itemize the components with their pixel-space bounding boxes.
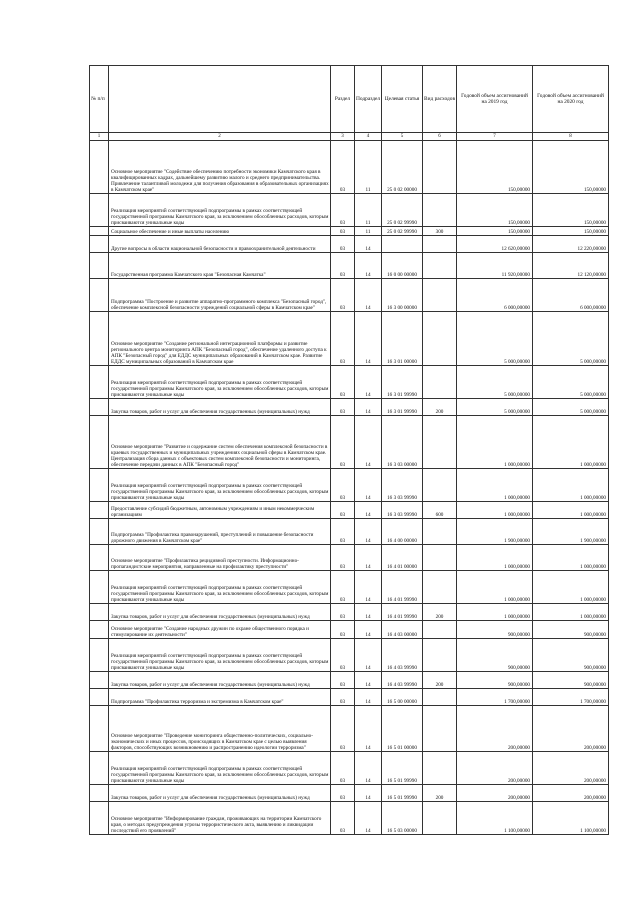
vr-cell: [423, 689, 457, 706]
razdel-cell: 03: [331, 366, 355, 399]
podrazdel-cell: 14: [355, 672, 382, 689]
table-row: [90, 194, 609, 227]
vr-cell: [423, 141, 457, 194]
amount-2019-cell: 1 100,00000: [457, 802, 533, 835]
amount-2019-cell: 12 620,00000: [457, 236, 533, 253]
amount-2020-cell: 5 000,00000: [533, 312, 609, 366]
amount-2020-cell: 1 000,00000: [533, 416, 609, 469]
vr-cell: [423, 312, 457, 366]
budget-table-sheet: [89, 65, 608, 835]
amount-2020-cell: 6 000,00000: [533, 279, 609, 312]
razdel-cell: 03: [331, 141, 355, 194]
amount-2019-cell: 5 000,00000: [457, 366, 533, 399]
table-row: [90, 279, 609, 312]
razdel-cell: 03: [331, 639, 355, 672]
header-row: [90, 66, 609, 133]
amount-2019-cell: 150,00000: [457, 227, 533, 236]
csr-cell: 16 5 00 00000: [382, 689, 423, 706]
podrazdel-cell: 14: [355, 236, 382, 253]
row-name: Подпрограмма "Профилактика правонарушений, преступлений и повышение безопасности дорожного движения в Камчатском крае": [109, 519, 331, 545]
csr-cell: 16 5 03 00000: [382, 802, 423, 835]
csr-cell: 16 3 01 99990: [382, 399, 423, 416]
row-name: Основное мероприятие "Содействие обеспечению потребности экономики Камчатского края в квалифицированных кадрах, дальнейшему развитию малого и среднего предпринимательства. Привлечение талантливой молодежи для получения образования в образовательных организациях в Камчатском крае": [109, 141, 331, 194]
razdel-cell: 03: [331, 545, 355, 571]
row-name: Социальное обеспечение и иные выплаты населению: [109, 227, 331, 236]
row-name: Предоставление субсидий бюджетным, автономным учреждениям и иным некоммерческим организациям: [109, 502, 331, 519]
row-name: Другие вопросы в области национальной безопасности и правоохранительной деятельности: [109, 236, 331, 253]
table-row: [90, 752, 609, 785]
row-name: Основное мероприятие "Создание региональной интеграционной платформы и развитие регионального центра мониторинга АПК "Безопасный город", обеспечение удаленного доступа к АПК "Безопасный город" для ЕДДС муниципальных образований в Камчатском крае. Развитие ЕДДС муниципальных образований в Камчатском крае: [109, 312, 331, 366]
num-cell: [90, 672, 109, 689]
header-razdel: Раздел: [331, 66, 355, 133]
podrazdel-cell: 11: [355, 227, 382, 236]
razdel-cell: 03: [331, 621, 355, 639]
vr-cell: [423, 621, 457, 639]
razdel-cell: 03: [331, 785, 355, 802]
row-name: Государственная программа Камчатского края "Безопасная Камчатка": [109, 253, 331, 279]
amount-2019-cell: 11 920,00000: [457, 253, 533, 279]
row-name: Реализация мероприятий соответствующей подпрограммы в рамках соответствующей государственной программы Камчатского края, за исключением обособленных расходов, которым присваиваются уникальные коды: [109, 752, 331, 785]
podrazdel-cell: 14: [355, 545, 382, 571]
amount-2019-cell: 5 000,00000: [457, 399, 533, 416]
num-cell: [90, 469, 109, 502]
table-row: [90, 706, 609, 752]
csr-cell: 16 4 00 00000: [382, 519, 423, 545]
podrazdel-cell: 14: [355, 312, 382, 366]
vr-cell: [423, 519, 457, 545]
podrazdel-cell: 14: [355, 366, 382, 399]
vr-cell: [423, 279, 457, 312]
row-name: Основное мероприятие "Информирование граждан, проживающих на территории Камчатского края, о методах предупреждения угрозы террористического акта, выявлению и ликвидации последствий его проявлений": [109, 802, 331, 835]
row-name: Закупка товаров, работ и услуг для обеспечения государственных (муниципальных) нужд: [109, 785, 331, 802]
num-cell: [90, 571, 109, 604]
column-number: 6: [423, 133, 457, 141]
amount-2019-cell: 1 900,00000: [457, 519, 533, 545]
podrazdel-cell: 14: [355, 785, 382, 802]
table-row: [90, 802, 609, 835]
razdel-cell: 03: [331, 706, 355, 752]
table-row: [90, 366, 609, 399]
amount-2020-cell: 900,00000: [533, 621, 609, 639]
podrazdel-cell: 14: [355, 519, 382, 545]
amount-2019-cell: 6 000,00000: [457, 279, 533, 312]
vr-cell: 200: [423, 399, 457, 416]
vr-cell: [423, 236, 457, 253]
vr-cell: [423, 802, 457, 835]
table-row: [90, 672, 609, 689]
amount-2020-cell: 1 000,00000: [533, 502, 609, 519]
num-cell: [90, 312, 109, 366]
num-cell: [90, 604, 109, 621]
table-row: [90, 639, 609, 672]
csr-cell: 16 0 00 00000: [382, 253, 423, 279]
num-cell: [90, 621, 109, 639]
header-name: [109, 66, 331, 133]
amount-2019-cell: 900,00000: [457, 639, 533, 672]
column-number: 3: [331, 133, 355, 141]
amount-2019-cell: 200,00000: [457, 752, 533, 785]
csr-cell: 16 5 01 00000: [382, 706, 423, 752]
podrazdel-cell: 14: [355, 752, 382, 785]
amount-2019-cell: 150,00000: [457, 141, 533, 194]
amount-2020-cell: 1 100,00000: [533, 802, 609, 835]
vr-cell: [423, 639, 457, 672]
column-number: 1: [90, 133, 109, 141]
csr-cell: 16 5 01 99990: [382, 785, 423, 802]
num-cell: [90, 416, 109, 469]
razdel-cell: 03: [331, 604, 355, 621]
table-row: [90, 141, 609, 194]
num-cell: [90, 366, 109, 399]
column-number: 2: [109, 133, 331, 141]
row-name: Подпрограмма "Профилактика терроризма и экстремизма в Камчатском крае": [109, 689, 331, 706]
column-number: 8: [533, 133, 609, 141]
row-name: Основное мероприятие "Развитие и содержание систем обеспечения комплексной безопасности в краевых государственных и муниципальных учреждениях социальной сферы в Камчатском крае. Централизация сбора данных с объектовых систем комплексной безопасности и мониторинга, обеспечение передачи данных в АПК "Безопасный город": [109, 416, 331, 469]
table-row: [90, 621, 609, 639]
vr-cell: 200: [423, 785, 457, 802]
num-cell: [90, 752, 109, 785]
amount-2020-cell: 150,00000: [533, 194, 609, 227]
vr-cell: [423, 752, 457, 785]
podrazdel-cell: 14: [355, 469, 382, 502]
vr-cell: 200: [423, 604, 457, 621]
amount-2020-cell: 1 000,00000: [533, 545, 609, 571]
csr-cell: 16 4 01 99990: [382, 604, 423, 621]
amount-2020-cell: 12 220,00000: [533, 236, 609, 253]
csr-cell: 16 4 03 00000: [382, 621, 423, 639]
table-row: [90, 502, 609, 519]
row-name: Основное мероприятие "Проведение мониторинга общественно-политических, социально-экономических и иных процессов, происходящих в Камчатском крае с целью выявления факторов, способствующих возникновению и распространению идеологии терроризма": [109, 706, 331, 752]
amount-2019-cell: 1 700,00000: [457, 689, 533, 706]
amount-2020-cell: 900,00000: [533, 672, 609, 689]
amount-2020-cell: 1 000,00000: [533, 571, 609, 604]
num-cell: [90, 227, 109, 236]
column-number: 7: [457, 133, 533, 141]
amount-2019-cell: 900,00000: [457, 621, 533, 639]
csr-cell: 16 3 03 00000: [382, 416, 423, 469]
podrazdel-cell: 14: [355, 689, 382, 706]
razdel-cell: 03: [331, 672, 355, 689]
vr-cell: [423, 194, 457, 227]
csr-cell: 16 5 01 99990: [382, 752, 423, 785]
csr-cell: 16 4 03 99990: [382, 639, 423, 672]
header-podrazdel: Подраздел: [355, 66, 382, 133]
podrazdel-cell: 14: [355, 399, 382, 416]
amount-2020-cell: 200,00000: [533, 706, 609, 752]
podrazdel-cell: 14: [355, 639, 382, 672]
amount-2019-cell: 1 000,00000: [457, 502, 533, 519]
num-cell: [90, 236, 109, 253]
csr-cell: 25 0 02 99990: [382, 227, 423, 236]
podrazdel-cell: 11: [355, 194, 382, 227]
amount-2020-cell: 1 000,00000: [533, 469, 609, 502]
num-cell: [90, 141, 109, 194]
razdel-cell: 03: [331, 802, 355, 835]
razdel-cell: 03: [331, 279, 355, 312]
table-row: [90, 416, 609, 469]
csr-cell: 16 3 01 99990: [382, 366, 423, 399]
razdel-cell: 03: [331, 312, 355, 366]
razdel-cell: 03: [331, 416, 355, 469]
podrazdel-cell: 14: [355, 502, 382, 519]
podrazdel-cell: 14: [355, 706, 382, 752]
vr-cell: [423, 253, 457, 279]
razdel-cell: 03: [331, 469, 355, 502]
vr-cell: 200: [423, 672, 457, 689]
num-cell: [90, 194, 109, 227]
num-cell: [90, 519, 109, 545]
num-cell: [90, 502, 109, 519]
num-cell: [90, 399, 109, 416]
num-cell: [90, 279, 109, 312]
num-cell: [90, 639, 109, 672]
table-row: [90, 399, 609, 416]
amount-2019-cell: 1 000,00000: [457, 545, 533, 571]
amount-2020-cell: 200,00000: [533, 785, 609, 802]
table-row: [90, 571, 609, 604]
amount-2019-cell: 1 000,00000: [457, 469, 533, 502]
amount-2020-cell: 1 000,00000: [533, 604, 609, 621]
vr-cell: 300: [423, 227, 457, 236]
vr-cell: [423, 706, 457, 752]
table-row: [90, 253, 609, 279]
table-row: [90, 236, 609, 253]
vr-cell: [423, 571, 457, 604]
amount-2019-cell: 200,00000: [457, 785, 533, 802]
num-cell: [90, 706, 109, 752]
amount-2020-cell: 150,00000: [533, 141, 609, 194]
razdel-cell: 03: [331, 399, 355, 416]
amount-2019-cell: 1 000,00000: [457, 604, 533, 621]
row-name: Закупка товаров, работ и услуг для обеспечения государственных (муниципальных) нужд: [109, 399, 331, 416]
amount-2019-cell: 900,00000: [457, 672, 533, 689]
podrazdel-cell: 14: [355, 416, 382, 469]
vr-cell: [423, 416, 457, 469]
razdel-cell: 03: [331, 502, 355, 519]
amount-2020-cell: 5 000,00000: [533, 399, 609, 416]
razdel-cell: 03: [331, 571, 355, 604]
csr-cell: 16 4 01 00000: [382, 545, 423, 571]
csr-cell: [382, 236, 423, 253]
row-name: Основное мероприятие "Создание народных дружин по охране общественного порядка и стимулирование их деятельности": [109, 621, 331, 639]
row-name: Реализация мероприятий соответствующей подпрограммы в рамках соответствующей государственной программы Камчатского края, за исключением обособленных расходов, которым присваиваются уникальные коды: [109, 639, 331, 672]
podrazdel-cell: 14: [355, 621, 382, 639]
table-row: [90, 227, 609, 236]
header-num: № п/п: [90, 66, 109, 133]
column-number: 5: [382, 133, 423, 141]
row-name: Основное мероприятие "Профилактика рецидивной преступности. Информационно-пропагандистские мероприятия, направленные на профилактику преступности": [109, 545, 331, 571]
row-name: Подпрограмма "Построение и развитие аппаратно-программного комплекса "Безопасный город", обеспечение комплексной безопасности учреждений социальной сферы в Камчатском крае": [109, 279, 331, 312]
csr-cell: 16 3 00 00000: [382, 279, 423, 312]
row-name: Закупка товаров, работ и услуг для обеспечения государственных (муниципальных) нужд: [109, 604, 331, 621]
amount-2020-cell: 150,00000: [533, 227, 609, 236]
row-name: Реализация мероприятий соответствующей подпрограммы в рамках соответствующей государственной программы Камчатского края, за исключением обособленных расходов, которым присваиваются уникальные коды: [109, 194, 331, 227]
amount-2019-cell: 1 000,00000: [457, 416, 533, 469]
header-2019: Годовой объем ассигнований на 2019 год: [457, 66, 533, 133]
amount-2019-cell: 5 000,00000: [457, 312, 533, 366]
csr-cell: 16 3 03 99990: [382, 469, 423, 502]
column-number: 4: [355, 133, 382, 141]
podrazdel-cell: 14: [355, 571, 382, 604]
csr-cell: 25 0 02 99990: [382, 194, 423, 227]
num-cell: [90, 253, 109, 279]
podrazdel-cell: 14: [355, 604, 382, 621]
csr-cell: 16 4 01 99990: [382, 571, 423, 604]
row-name: Реализация мероприятий соответствующей подпрограммы в рамках соответствующей государственной программы Камчатского края, за исключением обособленных расходов, которым присваиваются уникальные коды: [109, 571, 331, 604]
num-cell: [90, 785, 109, 802]
table-row: [90, 469, 609, 502]
table-row: [90, 519, 609, 545]
num-cell: [90, 802, 109, 835]
razdel-cell: 03: [331, 519, 355, 545]
amount-2019-cell: 150,00000: [457, 194, 533, 227]
vr-cell: 600: [423, 502, 457, 519]
amount-2019-cell: 1 000,00000: [457, 571, 533, 604]
amount-2020-cell: 1 700,00000: [533, 689, 609, 706]
razdel-cell: 03: [331, 253, 355, 279]
csr-cell: 25 0 02 00000: [382, 141, 423, 194]
amount-2020-cell: 12 120,00000: [533, 253, 609, 279]
razdel-cell: 03: [331, 689, 355, 706]
vr-cell: [423, 366, 457, 399]
razdel-cell: 03: [331, 752, 355, 785]
csr-cell: 16 4 03 99990: [382, 672, 423, 689]
podrazdel-cell: 14: [355, 802, 382, 835]
table-row: [90, 689, 609, 706]
amount-2020-cell: 200,00000: [533, 752, 609, 785]
column-number-row: [90, 133, 609, 141]
table-row: [90, 604, 609, 621]
num-cell: [90, 689, 109, 706]
header-2020: Годовой объем ассигнований на 2020 год: [533, 66, 609, 133]
row-name: Реализация мероприятий соответствующей подпрограммы в рамках соответствующей государственной программы Камчатского края, за исключением обособленных расходов, которым присваиваются уникальные коды: [109, 469, 331, 502]
header-vr: Вид расходов: [423, 66, 457, 133]
vr-cell: [423, 545, 457, 571]
podrazdel-cell: 14: [355, 279, 382, 312]
row-name: Закупка товаров, работ и услуг для обеспечения государственных (муниципальных) нужд: [109, 672, 331, 689]
row-name: Реализация мероприятий соответствующей подпрограммы в рамках соответствующей государственной программы Камчатского края, за исключением обособленных расходов, которым присваиваются уникальные коды: [109, 366, 331, 399]
podrazdel-cell: 14: [355, 253, 382, 279]
num-cell: [90, 545, 109, 571]
amount-2020-cell: 5 000,00000: [533, 366, 609, 399]
csr-cell: 16 3 03 99990: [382, 502, 423, 519]
amount-2020-cell: 900,00000: [533, 639, 609, 672]
csr-cell: 16 3 01 00000: [382, 312, 423, 366]
table-row: [90, 785, 609, 802]
podrazdel-cell: 11: [355, 141, 382, 194]
header-csr: Целевая статья: [382, 66, 423, 133]
razdel-cell: 03: [331, 227, 355, 236]
budget-table: [89, 65, 609, 835]
amount-2020-cell: 1 900,00000: [533, 519, 609, 545]
vr-cell: [423, 469, 457, 502]
razdel-cell: 03: [331, 194, 355, 227]
amount-2019-cell: 200,00000: [457, 706, 533, 752]
table-row: [90, 312, 609, 366]
razdel-cell: 03: [331, 236, 355, 253]
table-row: [90, 545, 609, 571]
